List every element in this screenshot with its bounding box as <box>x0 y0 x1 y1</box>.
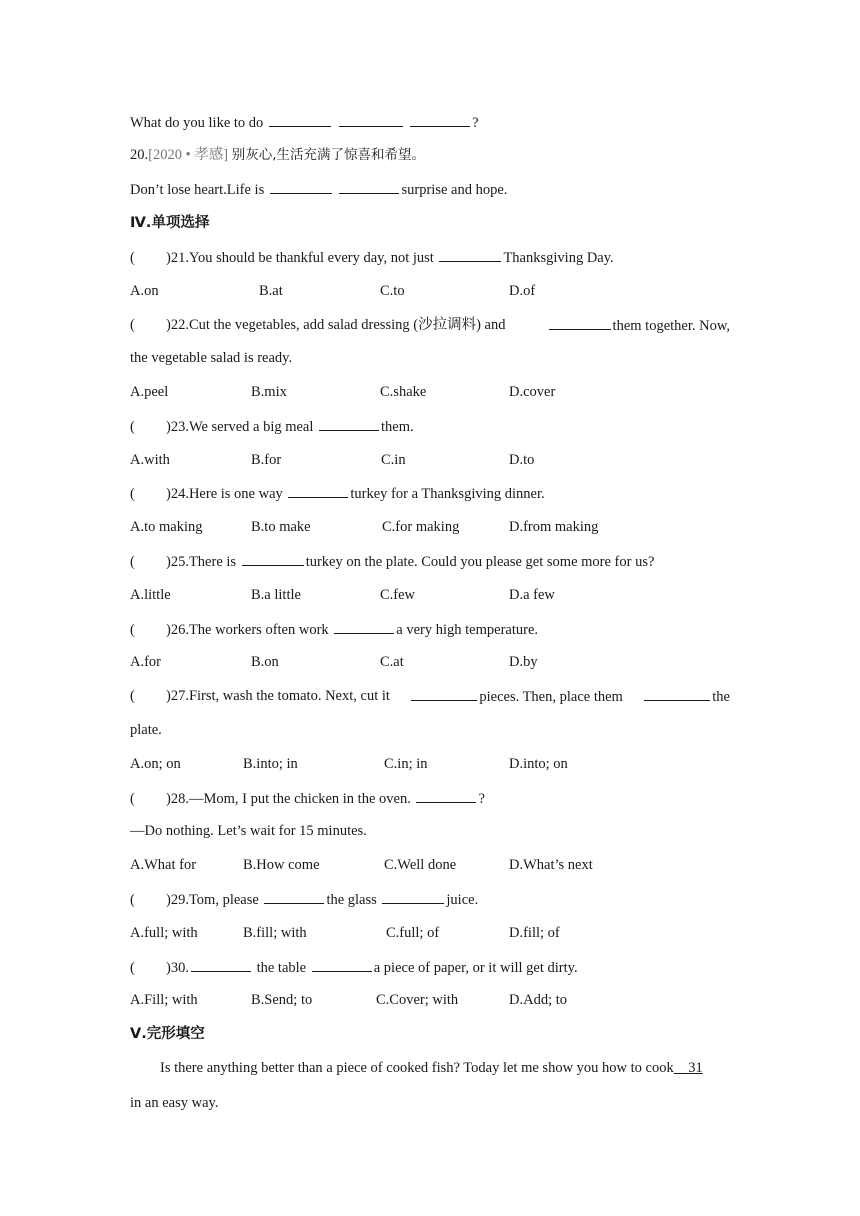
question-27 <box>130 686 730 707</box>
question-26 <box>130 619 730 640</box>
option-a[interactable]: A.to making <box>130 519 203 535</box>
question-stem: turkey on the plate. Could you please get some more for us? <box>305 554 655 570</box>
answer-paren[interactable]: ( <box>130 791 135 807</box>
answer-blank[interactable] <box>382 889 444 904</box>
question-24 <box>130 483 730 504</box>
option-b[interactable]: B.on <box>251 654 279 670</box>
cloze-line-1 <box>160 1058 730 1078</box>
option-b[interactable]: B.fill; with <box>243 925 307 941</box>
option-a[interactable]: A.with <box>130 452 170 468</box>
answer-blank[interactable] <box>339 112 403 127</box>
answer-blank[interactable] <box>242 551 304 566</box>
option-d[interactable]: D.to <box>509 452 535 468</box>
question-22-cont: the vegetable salad is ready. <box>130 350 293 366</box>
question-21 <box>130 247 730 268</box>
q20-line <box>130 145 730 165</box>
question-stem: )21.You should be thankful every day, not just <box>166 250 434 266</box>
answer-paren[interactable]: ( <box>130 960 135 976</box>
question-stem: the glass <box>326 892 377 908</box>
option-a[interactable]: A.Fill; with <box>130 992 198 1008</box>
question-stem: Thanksgiving Day. <box>503 250 614 266</box>
option-a[interactable]: A.peel <box>130 384 169 400</box>
option-a[interactable]: A.on <box>130 283 159 299</box>
question-stem: the <box>712 689 730 705</box>
question-stem: a piece of paper, or it will get dirty. <box>373 960 578 976</box>
q20-chinese: 别灰心,生活充满了惊喜和希望。 <box>231 147 426 163</box>
question-stem: them. <box>381 419 414 435</box>
q19-text: What do you like to do <box>130 115 264 131</box>
option-d[interactable]: D.by <box>509 654 538 670</box>
answer-paren[interactable]: ( <box>130 892 135 908</box>
option-c[interactable]: C.shake <box>380 384 427 400</box>
question-mark: ? <box>472 115 479 131</box>
q20-source: [2020 • 孝感] <box>148 147 229 163</box>
option-a[interactable]: A.little <box>130 587 171 603</box>
question-stem: )30. <box>166 960 189 976</box>
cloze-line-2: in an easy way. <box>130 1095 219 1111</box>
cloze-blank-number: 31 <box>688 1060 703 1076</box>
option-b[interactable]: B.at <box>259 283 283 299</box>
question-stem: pieces. Then, place them <box>479 689 623 705</box>
option-c[interactable]: C.in; in <box>384 756 428 772</box>
option-d[interactable]: D.a few <box>509 587 555 603</box>
option-d[interactable]: D.cover <box>509 384 556 400</box>
option-b[interactable]: B.Send; to <box>251 992 313 1008</box>
answer-paren[interactable]: ( <box>130 317 135 333</box>
question-23 <box>130 416 730 437</box>
option-c[interactable]: C.full; of <box>386 925 440 941</box>
answer-blank[interactable] <box>288 483 348 498</box>
q19-line <box>130 112 730 133</box>
answer-blank[interactable] <box>410 112 470 127</box>
question-stem: the table <box>256 960 307 976</box>
q20-english-start: Don’t lose heart.Life is <box>130 182 265 198</box>
question-stem: )29.Tom, please <box>166 892 259 908</box>
option-b[interactable]: B.to make <box>251 519 311 535</box>
option-a[interactable]: A.full; with <box>130 925 198 941</box>
option-b[interactable]: B.a little <box>251 587 301 603</box>
option-c[interactable]: C.Well done <box>384 857 457 873</box>
option-c[interactable]: C.for making <box>382 519 460 535</box>
answer-blank[interactable] <box>644 686 710 701</box>
cloze-blank-31[interactable] <box>674 1060 703 1076</box>
answer-paren[interactable]: ( <box>130 250 135 266</box>
question-22 <box>130 315 730 336</box>
answer-blank[interactable] <box>270 179 332 194</box>
option-b[interactable]: B.for <box>251 452 282 468</box>
option-d[interactable]: D.into; on <box>509 756 568 772</box>
question-28 <box>130 788 730 809</box>
question-stem: )24.Here is one way <box>166 486 283 502</box>
option-a[interactable]: A.for <box>130 654 162 670</box>
q20-number: 20. <box>130 147 149 163</box>
question-27-cont: plate. <box>130 722 162 738</box>
option-d[interactable]: D.of <box>509 283 536 299</box>
option-c[interactable]: C.in <box>381 452 406 468</box>
answer-paren[interactable]: ( <box>130 419 135 435</box>
q20-english-end: surprise and hope. <box>401 182 508 198</box>
option-c[interactable]: C.few <box>380 587 416 603</box>
option-c[interactable]: C.to <box>380 283 405 299</box>
option-b[interactable]: B.How come <box>243 857 320 873</box>
question-stem: )26.The workers often work <box>166 622 329 638</box>
option-c[interactable]: C.Cover; with <box>376 992 459 1008</box>
question-stem: )28.—Mom, I put the chicken in the oven. <box>166 791 411 807</box>
question-25 <box>130 551 730 572</box>
answer-blank[interactable] <box>549 315 611 330</box>
q20-english-line <box>130 179 730 200</box>
question-stem: turkey for a Thanksgiving dinner. <box>350 486 545 502</box>
option-b[interactable]: B.mix <box>251 384 287 400</box>
answer-blank[interactable] <box>439 247 501 262</box>
question-stem: ? <box>478 791 485 807</box>
question-stem: )27.First, wash the tomato. Next, cut it <box>166 688 390 704</box>
answer-blank[interactable] <box>416 788 476 803</box>
option-d[interactable]: D.from making <box>509 519 599 535</box>
answer-blank[interactable] <box>319 416 379 431</box>
cloze-text: Is there anything better than a piece of cooked fish? Today let me show you how to cook <box>160 1060 674 1076</box>
answer-paren[interactable]: ( <box>130 486 135 502</box>
answer-blank[interactable] <box>264 889 324 904</box>
option-c[interactable]: C.at <box>380 654 404 670</box>
option-a[interactable]: A.on; on <box>130 756 181 772</box>
question-28-reply: —Do nothing. Let’s wait for 15 minutes. <box>130 823 367 839</box>
question-stem: juice. <box>446 892 479 908</box>
answer-blank[interactable] <box>339 179 399 194</box>
option-d[interactable]: D.fill; of <box>509 925 560 941</box>
answer-blank[interactable] <box>191 957 251 972</box>
answer-paren[interactable]: ( <box>130 554 135 570</box>
option-a[interactable]: A.What for <box>130 857 197 873</box>
question-stem: a very high temperature. <box>396 622 539 638</box>
option-b[interactable]: B.into; in <box>243 756 298 772</box>
question-stem: )23.We served a big meal <box>166 419 314 435</box>
answer-paren[interactable]: ( <box>130 622 135 638</box>
question-stem: them together. Now, <box>612 318 730 334</box>
question-stem: )25.There is <box>166 554 237 570</box>
question-29 <box>130 889 730 910</box>
section-heading: Ⅴ.完形填空 <box>130 1026 205 1042</box>
section-heading: Ⅳ.单项选择 <box>130 215 210 231</box>
answer-blank[interactable] <box>269 112 331 127</box>
option-d[interactable]: D.Add; to <box>509 992 567 1008</box>
question-30 <box>130 957 730 978</box>
answer-blank[interactable] <box>334 619 394 634</box>
answer-blank[interactable] <box>312 957 372 972</box>
answer-paren[interactable]: ( <box>130 688 135 704</box>
option-d[interactable]: D.What’s next <box>509 857 593 873</box>
answer-blank[interactable] <box>411 686 477 701</box>
question-stem: )22.Cut the vegetables, add salad dressing (沙拉调料) and <box>166 317 506 333</box>
